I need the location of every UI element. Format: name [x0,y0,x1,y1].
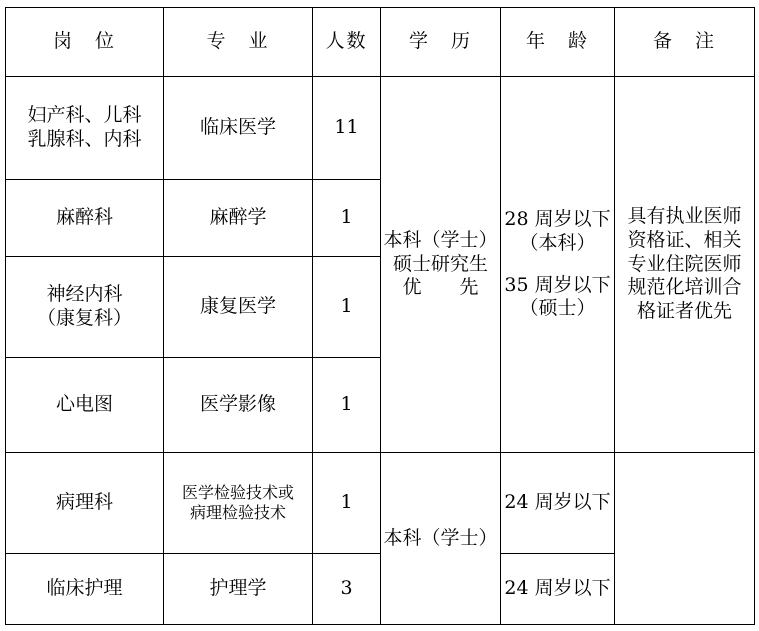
count-cell: 3 [313,554,381,625]
note-cell-empty [615,453,755,625]
header-note: 备 注 [615,8,755,77]
post-line: 妇产科、儿科 [27,104,142,127]
major-cell: 康复医学 [164,257,313,358]
age-cell: 24 周岁以下 [501,453,615,554]
education-cell [381,77,501,453]
recruitment-table [5,7,755,625]
header-education: 学 历 [381,8,501,77]
header-age: 年 龄 [501,8,615,77]
age-line: （本科） [519,231,596,254]
major-line: 医学检验技术或 [181,483,294,502]
header-post: 岗 位 [6,8,164,77]
note-line: 资格证、相关 [627,228,742,251]
count-cell: 1 [313,453,381,554]
post-cell [6,77,164,180]
header-row [6,8,755,77]
age-line: 35 周岁以下 [504,273,611,296]
major-cell: 麻醉学 [164,180,313,257]
spacer [501,256,614,274]
major-cell: 护理学 [164,554,313,625]
major-cell: 医学影像 [164,358,313,453]
count-cell: 1 [313,180,381,257]
post-line: 神经内科 [46,283,123,306]
table-row [6,77,755,180]
major-cell [164,453,313,554]
major-cell: 临床医学 [164,77,313,180]
post-line: 乳腺科、内科 [27,128,142,150]
education-line: 优 先 [402,276,479,299]
education-cell: 本科（学士） [381,453,501,625]
count-cell: 1 [313,358,381,453]
post-cell: 麻醉科 [6,180,164,257]
post-line: （康复科） [36,307,132,329]
note-line: 专业住院医师 [627,252,742,275]
note-line: 格证者优先 [636,300,732,323]
post-cell: 心电图 [6,358,164,453]
note-line: 规范化培训合 [627,276,742,299]
note-line: 具有执业医师 [627,205,742,228]
post-cell [6,257,164,358]
education-line: 本科（学士） [383,228,498,251]
age-cell: 24 周岁以下 [501,554,615,625]
major-line: 病理检验技术 [189,503,286,522]
education-line: 硕士研究生 [392,252,488,275]
table-row [6,453,755,554]
count-cell: 11 [313,77,381,180]
post-cell: 临床护理 [6,554,164,625]
note-cell [615,77,755,453]
post-cell: 病理科 [6,453,164,554]
header-major: 专 业 [164,8,313,77]
age-line: （硕士） [519,297,596,320]
count-cell: 1 [313,257,381,358]
age-cell [501,77,615,453]
age-line: 28 周岁以下 [504,208,611,230]
header-count: 人数 [313,8,381,77]
